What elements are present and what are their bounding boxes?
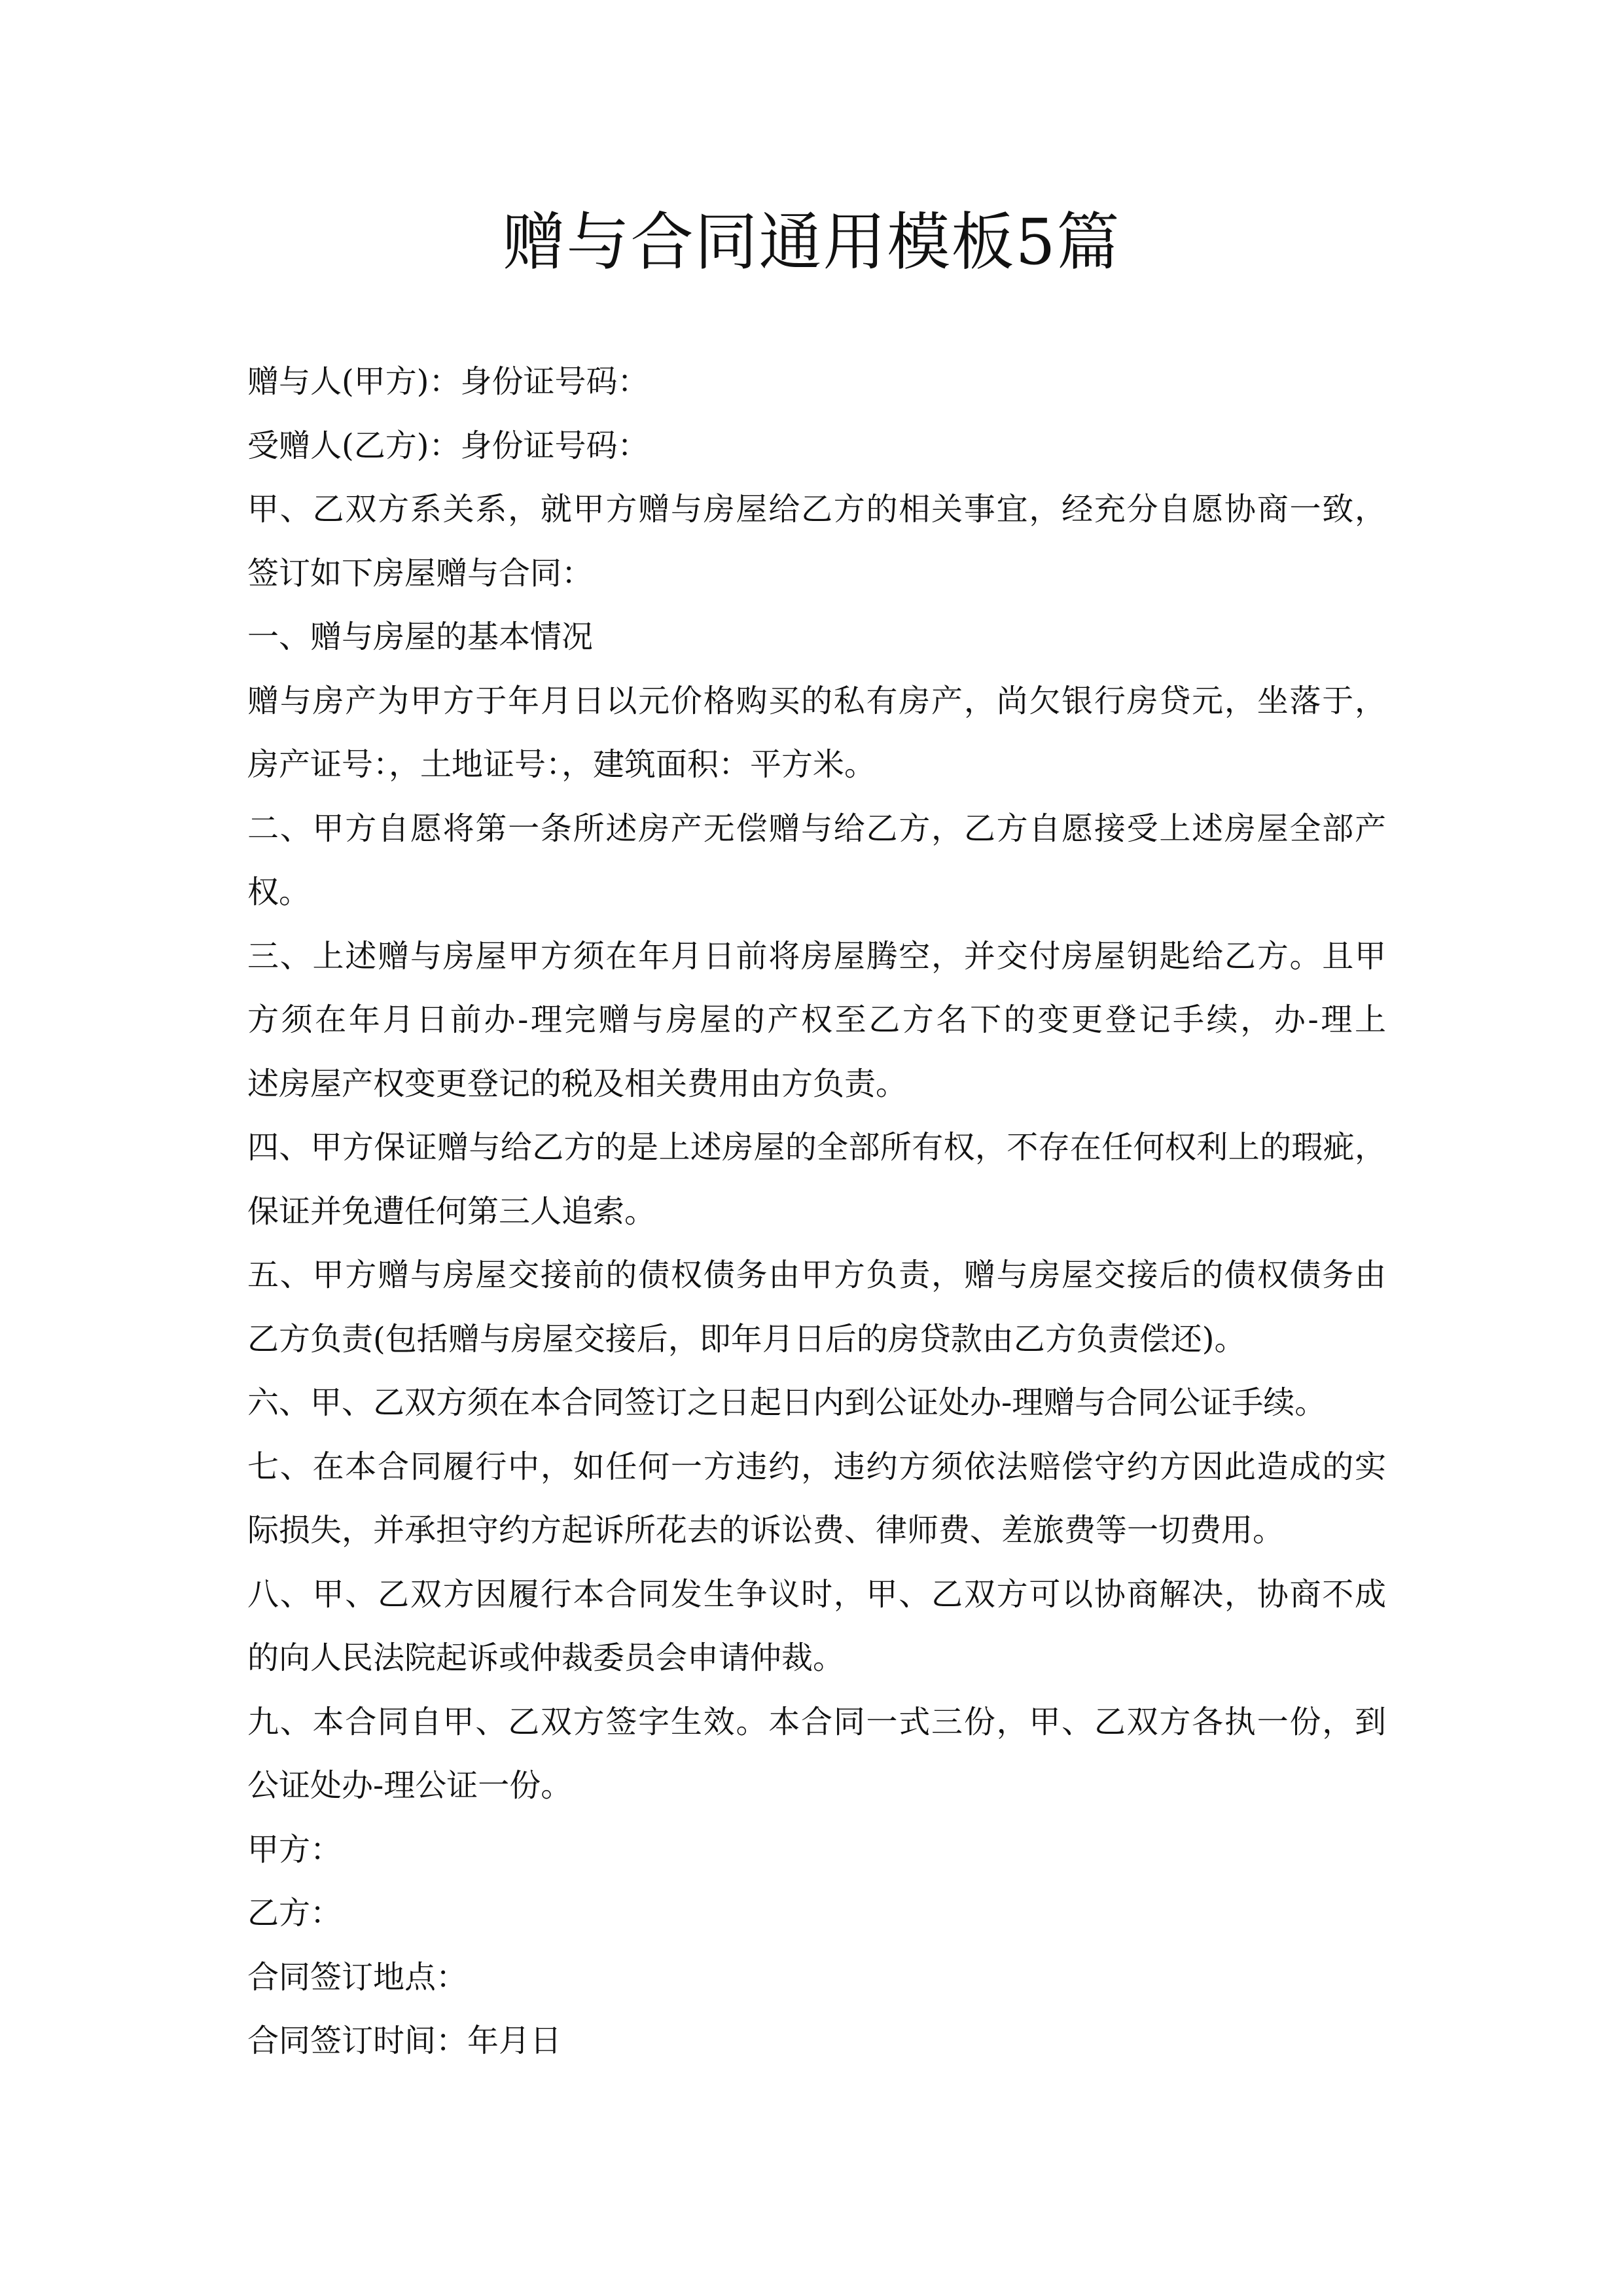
text-line-property-1: 赠与房产为甲方于年月日以元价格购买的私有房产，尚欠银行房贷元，坐落于， bbox=[247, 682, 1386, 719]
signing-place: 合同签订地点： bbox=[247, 1958, 468, 1996]
signing-date: 合同签订时间：年月日 bbox=[247, 2022, 562, 2059]
signature-party-b: 乙方： bbox=[247, 1895, 342, 1931]
text-line-donor: 赠与人(甲方)：身份证号码： bbox=[247, 363, 649, 400]
clause-3-line-2: 方须在年月日前办-理完赠与房屋的产权至乙方名下的变更登记手续，办-理上 bbox=[247, 1001, 1386, 1038]
clause-6-line-1: 六、甲、乙双方须在本合同签订之日起日内到公证处办-理赠与合同公证手续。 bbox=[247, 1384, 1327, 1421]
text-line-preamble-1: 甲、乙双方系关系，就甲方赠与房屋给乙方的相关事宜，经充分自愿协商一致， bbox=[247, 491, 1386, 528]
text-line-donee: 受赠人(乙方)：身份证号码： bbox=[247, 427, 649, 464]
text-line-property-2: 房产证号：，土地证号：，建筑面积：平方米。 bbox=[247, 746, 876, 783]
clause-8-line-1: 八、甲、乙双方因履行本合同发生争议时，甲、乙双方可以协商解决，协商不成 bbox=[247, 1575, 1386, 1613]
clause-4-line-2: 保证并免遭任何第三人追索。 bbox=[247, 1193, 656, 1230]
clause-4-line-1: 四、甲方保证赠与给乙方的是上述房屋的全部所有权，不存在任何权利上的瑕疵， bbox=[247, 1129, 1386, 1166]
clause-5-line-2: 乙方负责(包括赠与房屋交接后，即年月日后的房贷款由乙方负责偿还)。 bbox=[247, 1320, 1246, 1357]
clause-2-line-1: 二、甲方自愿将第一条所述房产无偿赠与给乙方，乙方自愿接受上述房屋全部产 bbox=[247, 810, 1386, 847]
clause-3-line-1: 三、上述赠与房屋甲方须在年月日前将房屋腾空，并交付房屋钥匙给乙方。且甲 bbox=[247, 937, 1386, 975]
clause-7-line-1: 七、在本合同履行中，如任何一方违约，违约方须依法赔偿守约方因此造成的实 bbox=[247, 1448, 1386, 1485]
clause-2-line-2: 权。 bbox=[247, 874, 311, 910]
document-body bbox=[247, 350, 1386, 2073]
clause-9-line-2: 公证处办-理公证一份。 bbox=[247, 1767, 573, 1804]
clause-5-line-1: 五、甲方赠与房屋交接前的债权债务由甲方负责，赠与房屋交接后的债权债务由 bbox=[247, 1257, 1386, 1293]
document-title: 赠与合同通用模板5篇 bbox=[502, 206, 1121, 279]
signature-party-a: 甲方： bbox=[247, 1831, 342, 1868]
clause-3-line-3: 述房屋产权变更登记的税及相关费用由方负责。 bbox=[247, 1065, 908, 1102]
clause-8-line-2: 的向人民法院起诉或仲裁委员会申请仲裁。 bbox=[247, 1640, 845, 1676]
section-heading-1: 一、赠与房屋的基本情况 bbox=[247, 619, 594, 655]
text-line-preamble-2: 签订如下房屋赠与合同： bbox=[247, 554, 594, 592]
clause-9-line-1: 九、本合同自甲、乙双方签字生效。本合同一式三份，甲、乙双方各执一份，到 bbox=[247, 1703, 1386, 1740]
clause-7-line-2: 际损失，并承担守约方起诉所花去的诉讼费、律师费、差旅费等一切费用。 bbox=[247, 1512, 1285, 1549]
